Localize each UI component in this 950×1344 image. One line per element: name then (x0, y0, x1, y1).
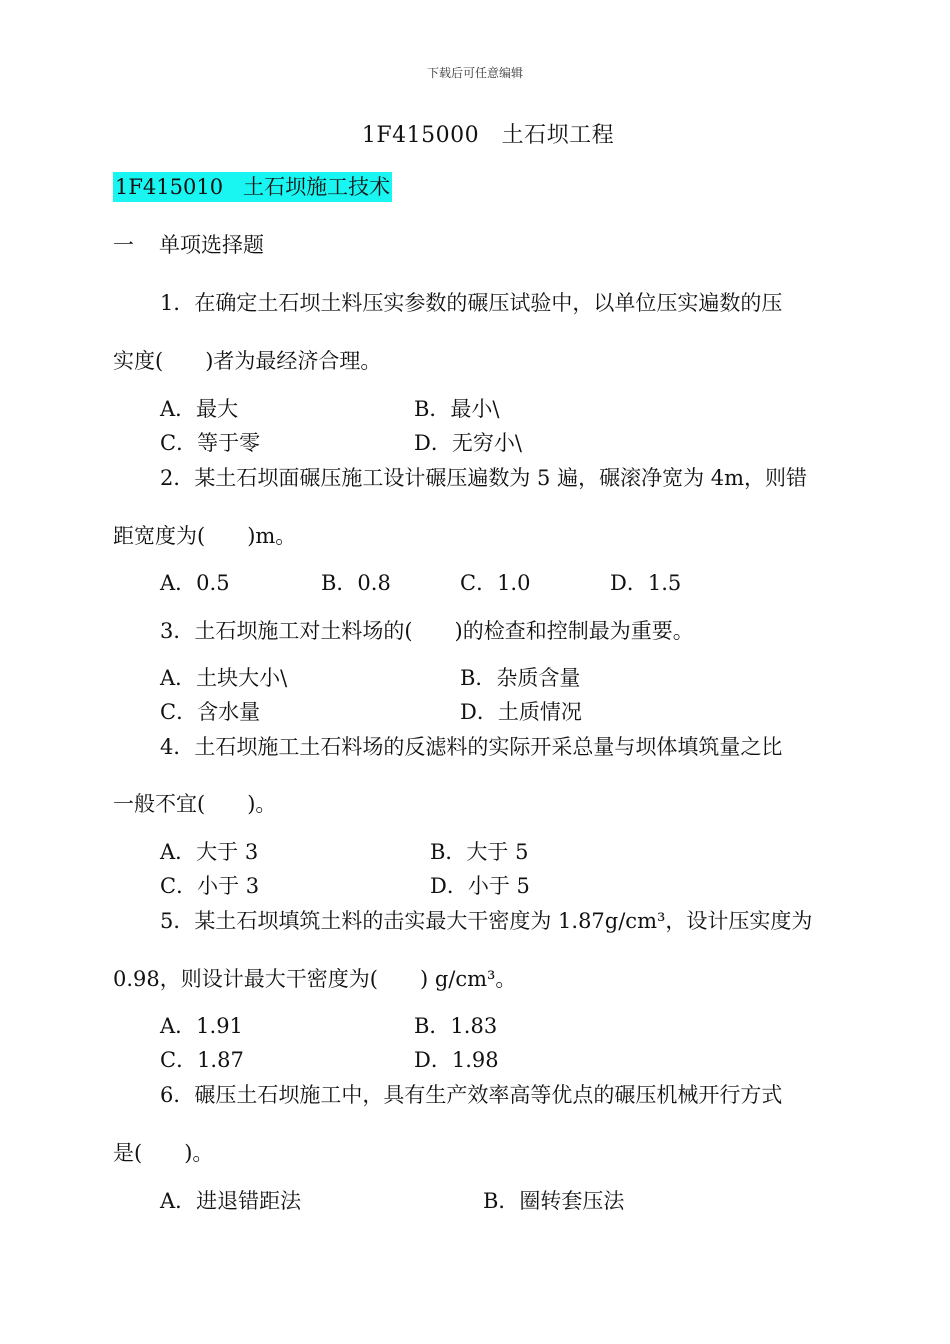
question-4-option-b: B．大于 5 (430, 840, 529, 864)
question-type-heading (113, 229, 264, 259)
question-2-line2: 距宽度为( )m。 (113, 524, 297, 548)
question-3-line1: 3．土石坝施工对土料场的( )的检查和控制最为重要。 (160, 619, 694, 643)
question-2-option-a: A．0.5 (160, 571, 230, 595)
question-1-option-b: B．最小\ (414, 397, 500, 421)
section-heading (113, 172, 392, 202)
chapter-title (0, 118, 950, 149)
question-2-option-c: C．1.0 (460, 571, 531, 595)
question-5-option-a: A．1.91 (160, 1014, 243, 1038)
question-4-line1: 4．土石坝施工土石料场的反滤料的实际开采总量与坝体填筑量之比 (160, 735, 783, 759)
chapter-code: 1F415000 (361, 123, 480, 148)
question-2-option-b: B．0.8 (321, 571, 391, 595)
question-1-line2: 实度( )者为最经济合理。 (113, 349, 382, 373)
question-6-line1: 6．碾压土石坝施工中，具有生产效率高等优点的碾压机械开行方式 (160, 1083, 783, 1107)
section-code: 1F415010 (115, 175, 224, 199)
question-2-line1: 2．某土石坝面碾压施工设计碾压遍数为 5 遍，碾滚净宽为 4m，则错 (160, 466, 808, 490)
question-1-option-d: D．无穷小\ (414, 431, 522, 455)
question-1-line1: 1．在确定土石坝土料压实参数的碾压试验中，以单位压实遍数的压 (160, 291, 783, 315)
question-3-option-b: B．杂质含量 (460, 666, 581, 690)
question-6-option-a: A．进退错距法 (160, 1189, 302, 1213)
question-5-option-c: C．1.87 (160, 1048, 244, 1072)
question-1-option-c: C．等于零 (160, 431, 261, 455)
question-4-option-d: D．小于 5 (430, 874, 530, 898)
question-1-option-a: A．最大 (160, 397, 239, 421)
question-5-option-b: B．1.83 (414, 1014, 498, 1038)
question-6-option-b: B．圈转套压法 (483, 1189, 625, 1213)
question-5-line1: 5．某土石坝填筑土料的击实最大干密度为 1.87g/cm³，设计压实度为 (160, 909, 813, 933)
page-header: 下载后可任意编辑 (426, 66, 523, 80)
question-5-option-d: D．1.98 (414, 1048, 499, 1072)
question-6-line2: 是( )。 (113, 1141, 214, 1165)
question-4-option-a: A．大于 3 (160, 840, 259, 864)
question-3-option-a: A．土块大小\ (160, 666, 288, 690)
question-type-label: 单项选择题 (159, 233, 264, 257)
question-5-line2: 0.98，则设计最大干密度为( ) g/cm³。 (113, 967, 517, 991)
chapter-name: 土石坝工程 (501, 123, 615, 148)
question-3-option-c: C．含水量 (160, 700, 261, 724)
question-4-line2: 一般不宜( )。 (113, 792, 277, 816)
question-4-option-c: C．小于 3 (160, 874, 260, 898)
section-name: 土石坝施工技术 (243, 175, 391, 199)
question-type-marker: 一 (113, 233, 134, 257)
question-3-option-d: D．土质情况 (460, 700, 582, 724)
question-2-option-d: D．1.5 (610, 571, 682, 595)
